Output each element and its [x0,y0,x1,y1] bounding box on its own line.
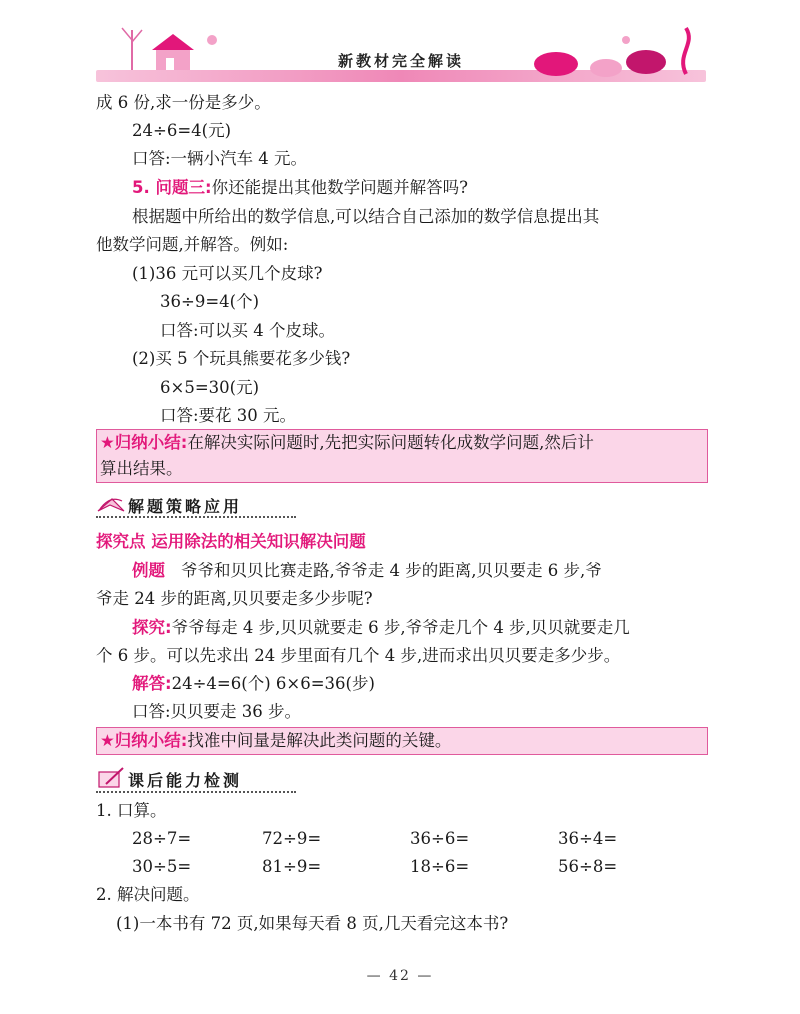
calc-item: 30÷5= [132,857,192,876]
header-title: 新教材完全解读 [337,52,464,70]
section-divider [96,516,296,518]
summary-label: ★归纳小结: [100,731,188,750]
page-header [96,20,706,88]
question-three [132,177,468,199]
exercise-subquestion: (1)一本书有 72 页,如果每天看 8 页,几天看完这本书? [116,914,509,933]
explore-line [132,617,630,639]
section-title: 课后能力检测 [128,771,243,790]
calc-item: 81÷9= [262,857,322,876]
oral-answer: 口答:一辆小汽车 4 元。 [132,149,308,168]
answer-line [132,673,375,695]
explore-text: 爷爷每走 4 步,贝贝就要走 6 步,爷爷走几个 4 步,贝贝就要走几 [171,618,630,637]
example-text: 爷爷和贝贝比赛走路,爷爷走 4 步的距离,贝贝要走 6 步,爷 [181,561,602,580]
text-line: 他数学问题,并解答。例如: [96,235,289,254]
calc-item: 72÷9= [262,829,322,848]
exercise-question: 2. 解决问题。 [96,885,200,904]
example-label: 例题 [132,561,165,580]
exercise-question: 1. 口算。 [96,801,167,820]
answer-label: 解答: [132,674,172,693]
summary-text: 找准中间量是解决此类问题的关键。 [187,731,452,750]
oral-answer: 口答:贝贝要走 36 步。 [132,702,302,721]
answer-text: 24÷4=6(个) 6×6=36(步) [171,674,375,693]
calc-item: 18÷6= [410,857,470,876]
question-label: 5. 问题三: [132,178,212,197]
equation-line: 36÷9=4(个) [160,292,260,311]
example-text: 爷走 24 步的距离,贝贝要走多少步呢? [96,589,373,608]
summary-text: 算出结果。 [100,459,183,478]
explore-text: 个 6 步。可以先求出 24 步里面有几个 4 步,进而求出贝贝要走多少步。 [96,646,621,665]
open-book-icon [96,493,126,515]
example-line [132,560,602,582]
equation-line: 24÷6=4(元) [132,121,232,140]
section-title: 解题策略应用 [128,497,243,516]
question-text: 你还能提出其他数学问题并解答吗? [211,178,468,197]
equation-line: 6×5=30(元) [160,378,260,397]
explore-label: 探究: [132,618,172,637]
sub-question: (1)36 元可以买几个皮球? [132,264,323,283]
pencil-note-icon [96,766,126,790]
calc-item: 28÷7= [132,829,192,848]
text-line: 成 6 份,求一份是多少。 [96,93,271,112]
summary-line [100,730,451,752]
summary-line [100,432,594,454]
summary-text: 在解决实际问题时,先把实际问题转化成数学问题,然后计 [187,433,594,452]
flower-illustration [526,24,706,82]
oral-answer: 口答:可以买 4 个皮球。 [160,321,336,340]
text-line: 根据题中所给出的数学信息,可以结合自己添加的数学信息提出其 [132,207,600,226]
calc-item: 36÷6= [410,829,470,848]
oral-answer: 口答:要花 30 元。 [160,406,297,425]
calc-item: 56÷8= [558,857,618,876]
explore-point-title: 探究点 运用除法的相关知识解决问题 [96,532,366,551]
summary-label: ★归纳小结: [100,433,188,452]
section-divider [96,791,296,793]
sub-question: (2)买 5 个玩具熊要花多少钱? [132,349,351,368]
calc-item: 36÷4= [558,829,618,848]
page-number: — 42 — [366,968,434,984]
